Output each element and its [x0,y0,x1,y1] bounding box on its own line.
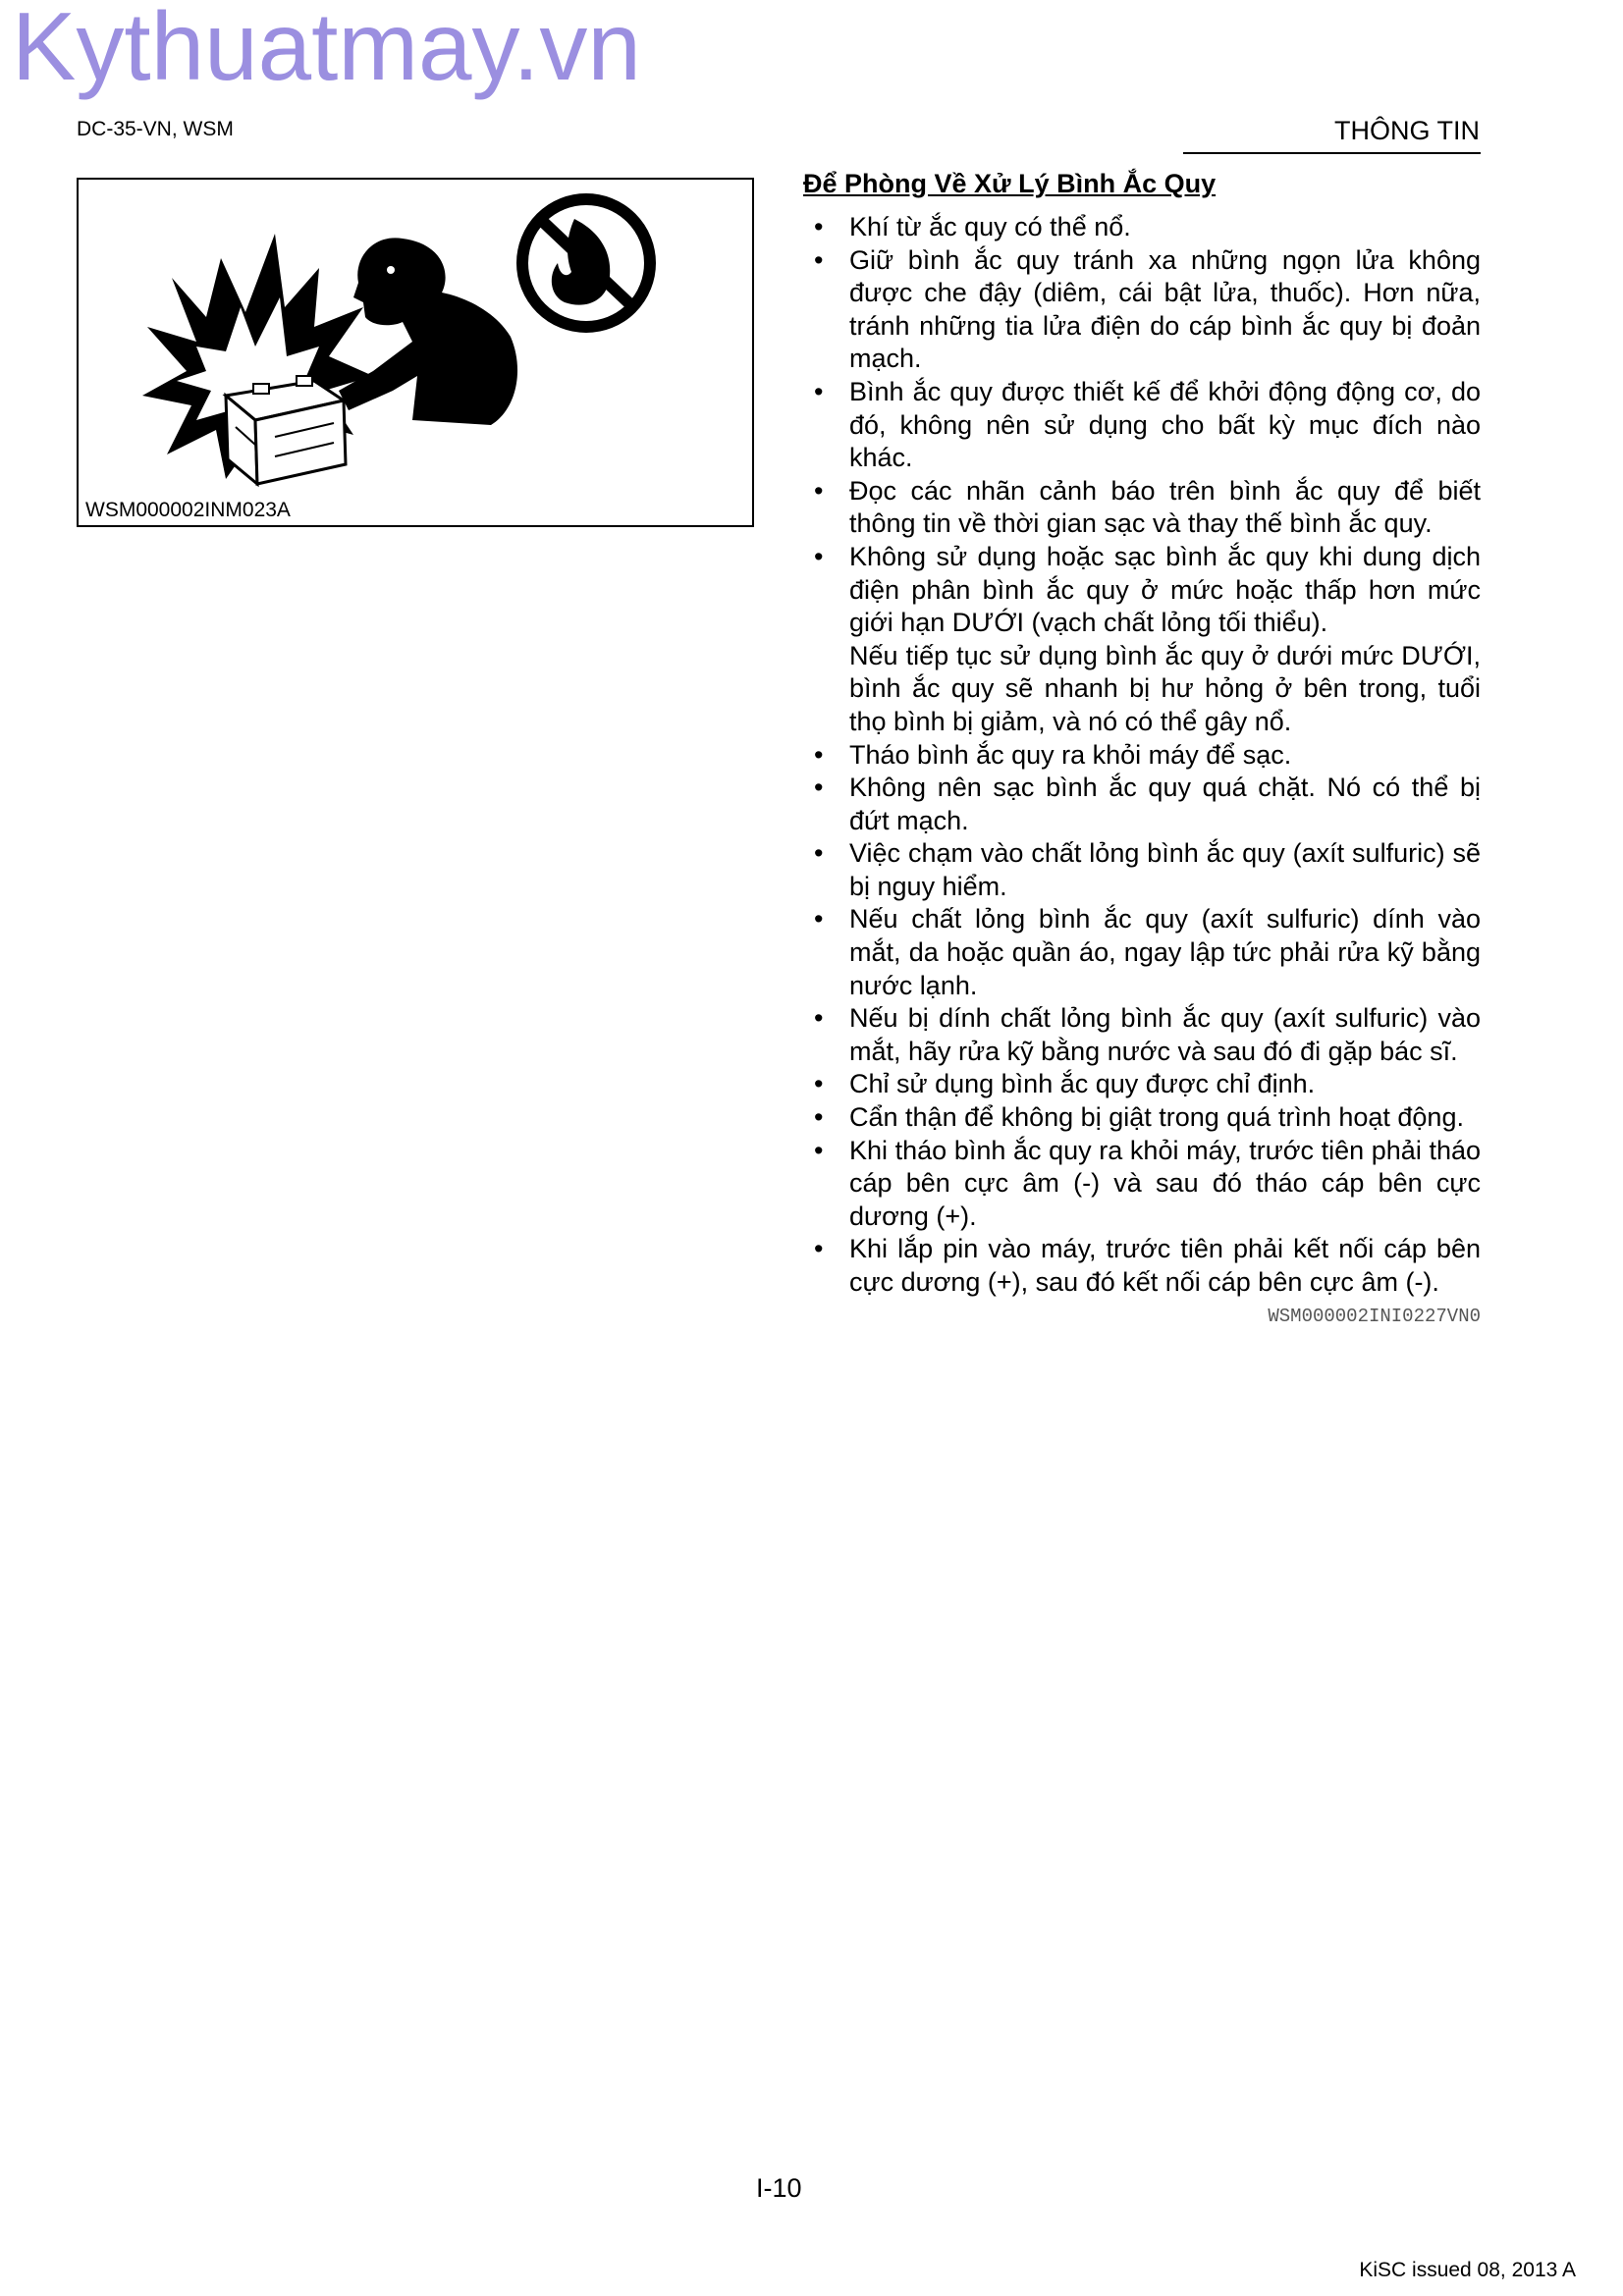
list-item: • Khí từ ắc quy có thể nổ. [803,211,1481,244]
list-item: • Nếu bị dính chất lỏng bình ắc quy (axít sulfuric) vào mắt, hãy rửa kỹ bằng nước và sau đó đi gặp bác sĩ. [803,1002,1481,1068]
list-item: • Cẩn thận để không bị giật trong quá trình hoạt động. [803,1101,1481,1135]
header-section-title: THÔNG TIN [1334,116,1480,145]
figure-caption: WSM000002INM023A [85,499,291,521]
footer-issue: KiSC issued 08, 2013 A [1359,2259,1576,2281]
battery-explosion-icon [79,180,752,525]
page-number: I-10 [756,2173,802,2203]
list-item-text: Không sử dụng hoặc sạc bình ắc quy khi dung dịch điện phân bình ắc quy ở mức hoặc thấp hơn mức giới hạn DƯỚI (vạch chất lỏng tối thiểu). [849,541,1481,638]
list-item [803,541,1481,739]
list-item: • Đọc các nhãn cảnh báo trên bình ắc quy để biết thông tin về thời gian sạc và thay thế bình ắc quy. [803,475,1481,541]
list-item: • Khi tháo bình ắc quy ra khỏi máy, trước tiên phải tháo cáp bên cực âm (-) và sau đó tháo cáp bên cực dương (+). [803,1135,1481,1234]
list-item: • Giữ bình ắc quy tránh xa những ngọn lửa không được che đậy (diêm, cái bật lửa, thuốc). Hơn nữa, tránh những tia lửa điện do cáp bình ắc quy bị đoản mạch. [803,244,1481,376]
watermark: Kythuatmay.vn [12,0,641,100]
no-fire-icon [522,199,650,327]
document-code: WSM000002INI0227VN0 [1268,1306,1481,1327]
header-rule [1183,152,1481,154]
list-item: • Không nên sạc bình ắc quy quá chặt. Nó có thể bị đứt mạch. [803,772,1481,837]
list-item-subnote: Nếu tiếp tục sử dụng bình ắc quy ở dưới mức DƯỚI, bình ắc quy sẽ nhanh bị hư hỏng ở bên trong, tuổi thọ bình bị giảm, và nó có thể gây nổ. [849,640,1481,736]
list-item: • Bình ắc quy được thiết kế để khởi động động cơ, do đó, không nên sử dụng cho bất kỳ mục đích nào khác. [803,376,1481,475]
section-title: Để Phòng Về Xử Lý Bình Ắc Quy [803,169,1217,198]
list-item: • Tháo bình ắc quy ra khỏi máy để sạc. [803,739,1481,773]
list-item: • Khi lắp pin vào máy, trước tiên phải kết nối cáp bên cực dương (+), sau đó kết nối cáp bên cực âm (-). [803,1233,1481,1299]
warning-figure [77,178,754,527]
list-item: • Nếu chất lỏng bình ắc quy (axít sulfuric) dính vào mắt, da hoặc quần áo, ngay lập tức phải rửa kỹ bằng nước lạnh. [803,903,1481,1002]
header-doc-code: DC-35-VN, WSM [77,118,234,140]
list-item: • Chỉ sử dụng bình ắc quy được chỉ định. [803,1068,1481,1101]
precaution-list [803,211,1481,1300]
list-item: • Việc chạm vào chất lỏng bình ắc quy (axít sulfuric) sẽ bị nguy hiểm. [803,837,1481,903]
